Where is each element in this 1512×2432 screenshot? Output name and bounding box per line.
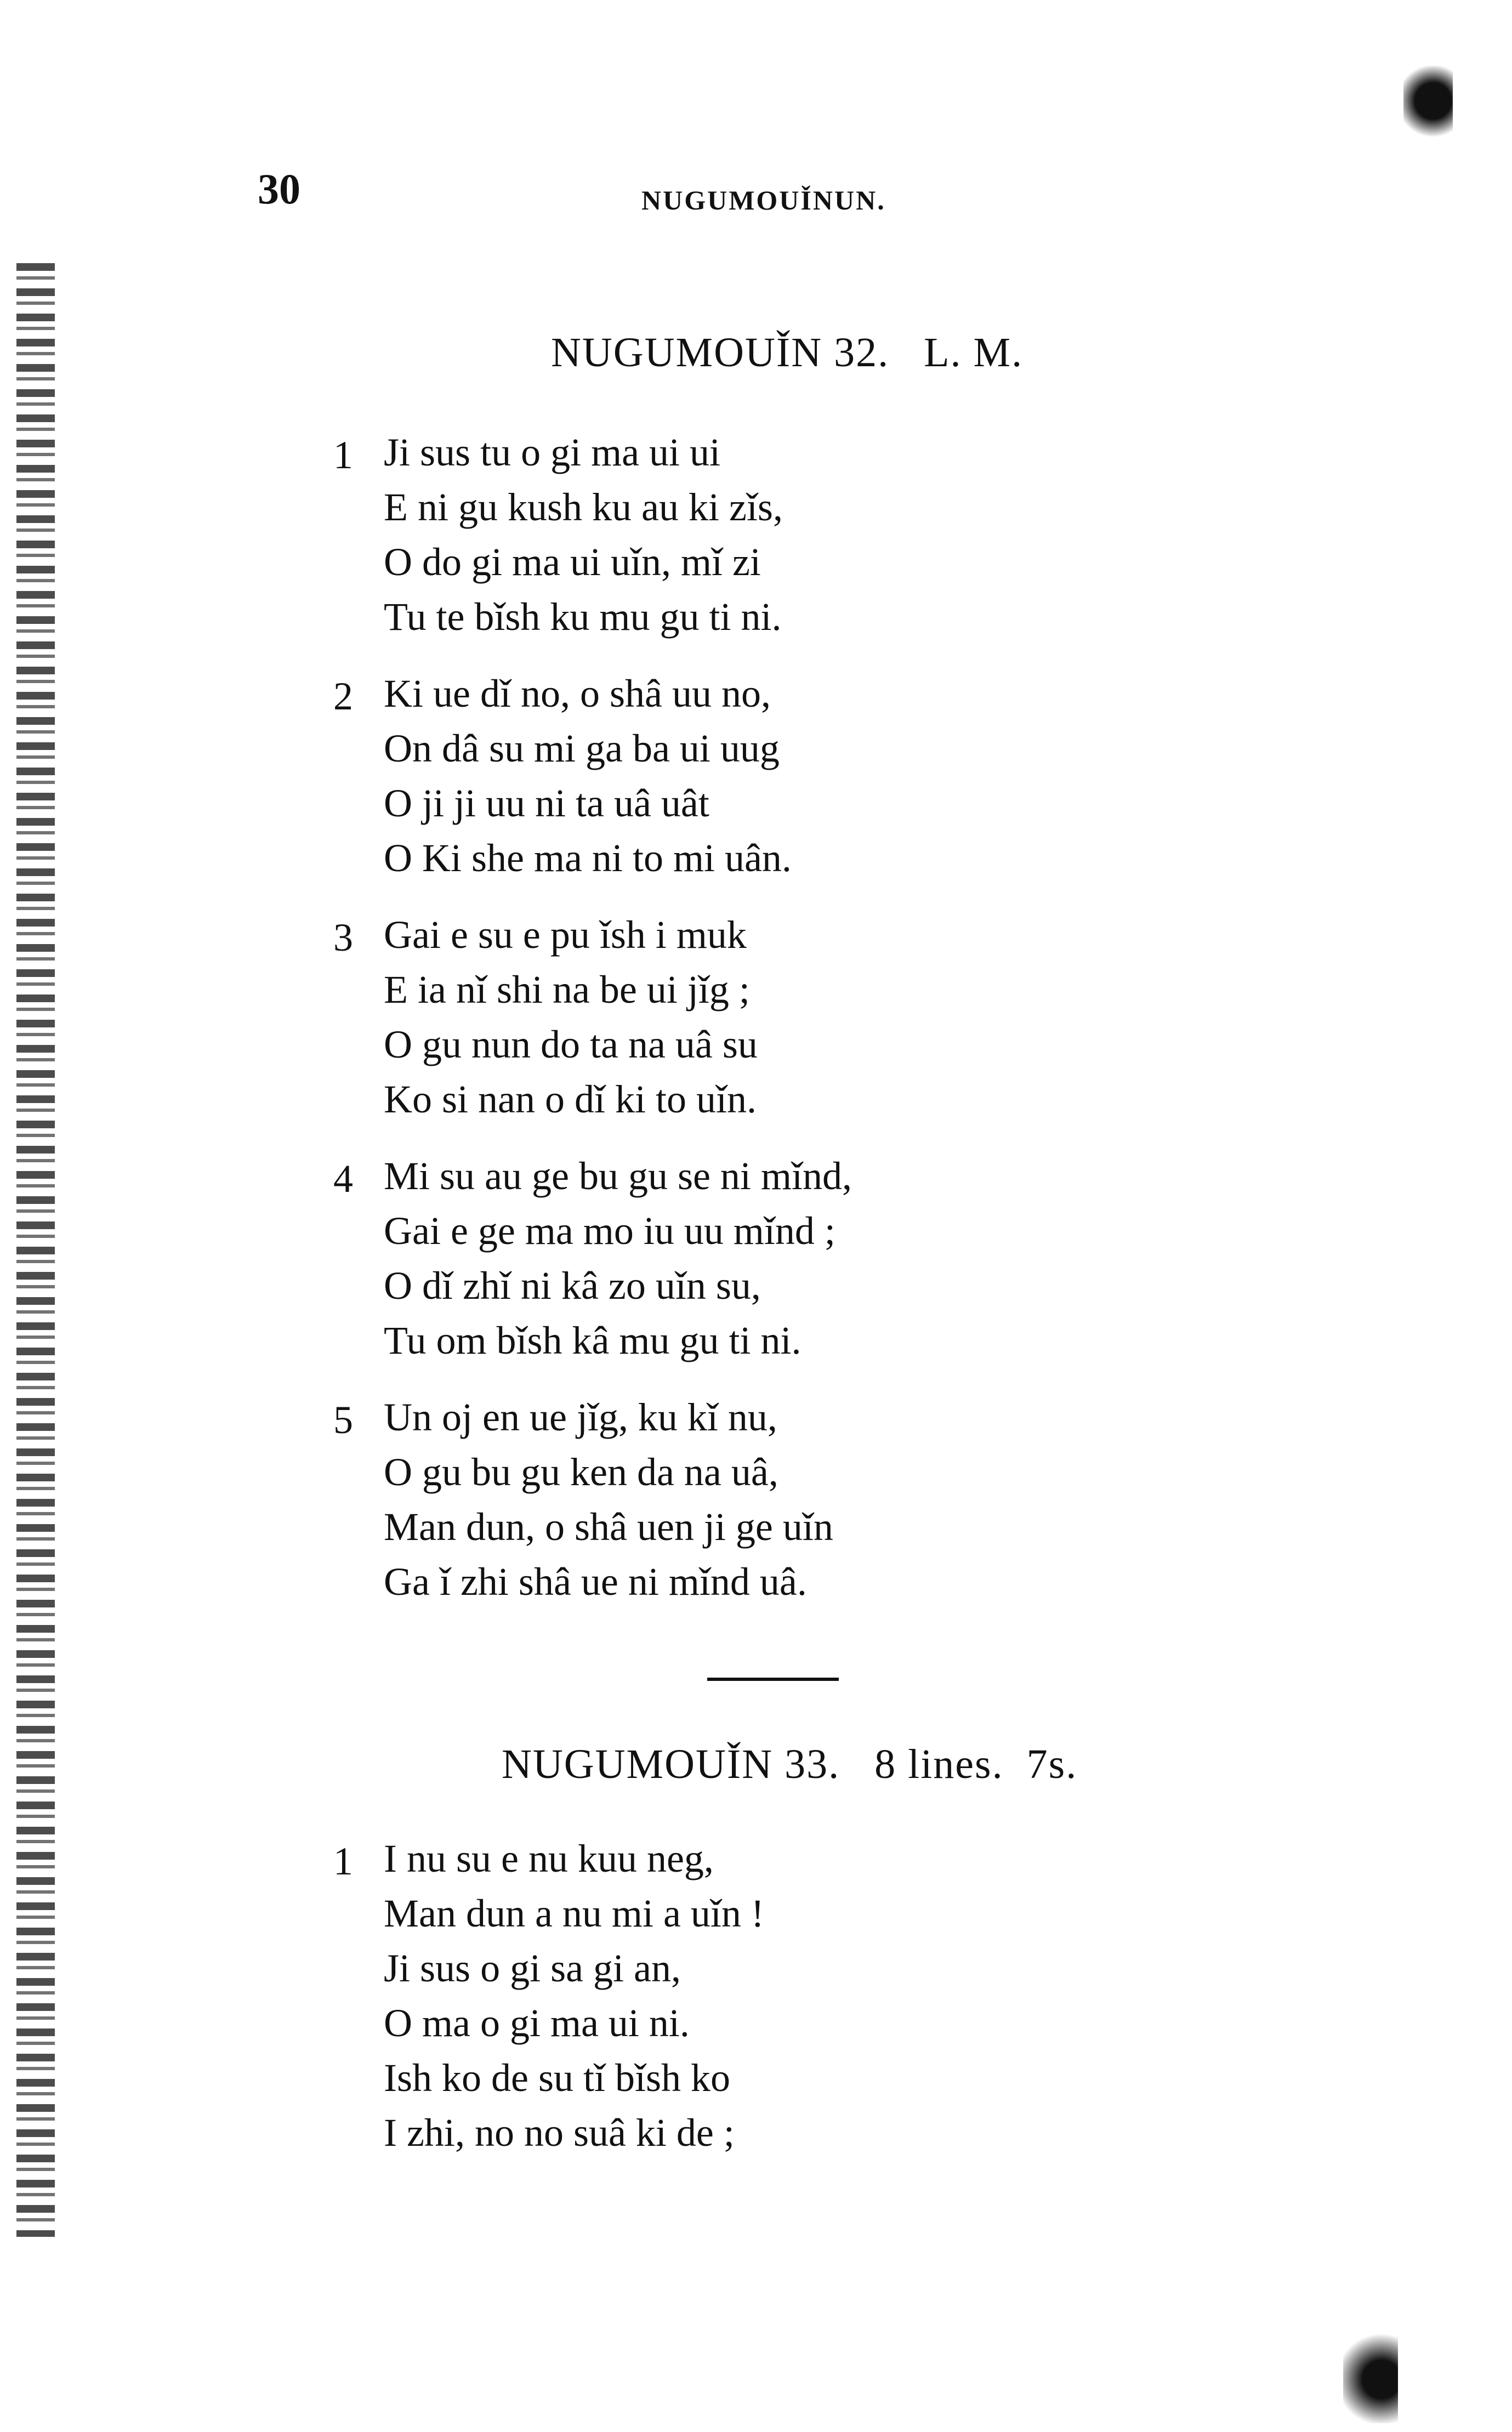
verse-line: Tu te bǐsh ku mu gu ti ni.	[384, 595, 782, 639]
stanza-number: 1	[333, 433, 353, 477]
verse-line: E ni gu kush ku au ki zǐs,	[384, 485, 783, 529]
stanza	[333, 1390, 1042, 1609]
scan-ink-blot	[1403, 66, 1453, 154]
verse-line: O gu bu gu ken da na uâ,	[384, 1450, 778, 1494]
verse-line: Tu om bǐsh kâ mu gu ti ni.	[384, 1319, 802, 1362]
scan-ink-blot	[1343, 2314, 1398, 2423]
verse-line: O ji ji uu ni ta uâ uât	[384, 781, 709, 825]
stanza	[333, 1831, 1042, 2160]
verse-line: Gai e ge ma mo iu uu mǐnd ;	[384, 1209, 835, 1253]
verse-line: O Ki she ma ni to mi uân.	[384, 836, 792, 880]
page-number: 30	[258, 165, 300, 213]
hymn-title: NUGUMOUǏN 32. L. M.	[551, 329, 1024, 376]
verse-line: I nu su e nu kuu neg,	[384, 1837, 714, 1880]
stanza-number: 2	[333, 674, 353, 718]
stanza-number: 3	[333, 916, 353, 959]
stanza	[333, 666, 1042, 885]
stanza	[333, 425, 1042, 644]
scan-edge-artifact	[16, 263, 55, 2237]
page-header	[258, 164, 932, 230]
verse-line: O gu nun do ta na uâ su	[384, 1022, 758, 1066]
verse-line: Ki ue dǐ no, o shâ uu no,	[384, 672, 771, 715]
running-head: NUGUMOUǏNUN.	[641, 185, 886, 215]
verse-line: Ga ǐ zhi shâ ue ni mǐnd uâ.	[384, 1560, 807, 1604]
stanza	[333, 907, 1042, 1127]
verse-line: Mi su au ge bu gu se ni mǐnd,	[384, 1154, 852, 1198]
verse-line: E ia nǐ shi na be ui jǐg ;	[384, 968, 750, 1012]
stanza-number: 1	[333, 1839, 353, 1883]
stanza-number: 5	[333, 1398, 353, 1442]
verse-line: Ko si nan o dǐ ki to uǐn.	[384, 1077, 757, 1121]
hymn-title: NUGUMOUǏN 33. 8 lines. 7s.	[502, 1741, 1078, 1787]
verse-line: Ji sus o gi sa gi an,	[384, 1946, 681, 1990]
verse-line: Man dun, o shâ uen ji ge uǐn	[384, 1505, 833, 1549]
verse-line: On dâ su mi ga ba ui uug	[384, 726, 780, 770]
verse-line: O do gi ma ui uǐn, mǐ zi	[384, 540, 761, 584]
stanza-number: 4	[333, 1157, 353, 1201]
verse-line: Ish ko de su tǐ bǐsh ko	[384, 2056, 731, 2100]
verse-line: O ma o gi ma ui ni.	[384, 2001, 690, 2045]
verse-line: O dǐ zhǐ ni kâ zo uǐn su,	[384, 1264, 761, 1308]
section-divider	[707, 1678, 839, 1681]
verse-line: Gai e su e pu ǐsh i muk	[384, 913, 747, 957]
stanza	[333, 1149, 1042, 1368]
verse-line: Man dun a nu mi a uǐn !	[384, 1891, 764, 1935]
verse-line: Un oj en ue jǐg, ku kǐ nu,	[384, 1395, 777, 1439]
verse-line: I zhi, no no suâ ki de ;	[384, 2111, 735, 2155]
verse-line: Ji sus tu o gi ma ui ui	[384, 430, 721, 474]
